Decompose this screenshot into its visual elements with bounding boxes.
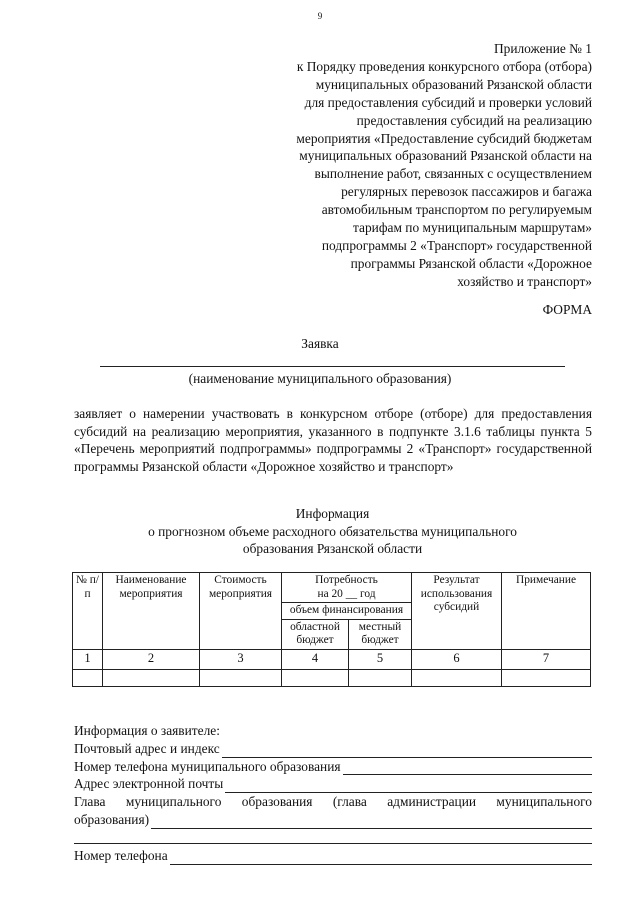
column-number: 1 xyxy=(73,649,103,669)
empty-cell[interactable] xyxy=(103,669,200,686)
postal-field[interactable] xyxy=(222,744,592,758)
appendix-line: регулярных перевозок пассажиров и багажа xyxy=(341,184,592,200)
email-field[interactable] xyxy=(225,779,592,793)
info-title: Информация xyxy=(295,506,370,521)
page-number: 9 xyxy=(317,11,323,21)
financing-table xyxy=(72,572,591,687)
head-field[interactable] xyxy=(151,815,592,829)
header-volume: объем финансирования xyxy=(282,603,412,620)
header-regional: областной бюджет xyxy=(282,619,349,649)
appendix-line: муниципальных образований Рязанской области xyxy=(315,76,592,92)
info-subtitle: образования Рязанской области xyxy=(242,541,423,556)
appendix-line: автомобильным транспортом по регулируемым xyxy=(321,202,592,218)
empty-cell[interactable] xyxy=(412,669,502,686)
municipality-caption: (наименование муниципального образования) xyxy=(188,371,452,386)
declaration-text: заявляет о намерении участвовать в конкурсном отборе (отборе) для предоставления субсидий на реализацию мероприятия, указанного в подпункте 3.1.6 таблицы пункта 5 «Перечень мероприятий подпрограммы» подпрограммы 2 «Транспорт» государственной программы Рязанской области «Дорожное хозяйство и транспорт» xyxy=(74,406,592,474)
postal-row xyxy=(74,740,592,758)
email-row xyxy=(74,775,592,793)
appendix-line: Приложение № 1 xyxy=(493,41,592,56)
appendix-line: муниципальных образований Рязанской области на xyxy=(299,148,592,164)
empty-cell[interactable] xyxy=(200,669,282,686)
empty-cell[interactable] xyxy=(282,669,349,686)
column-number: 2 xyxy=(103,649,200,669)
column-number: 7 xyxy=(502,649,591,669)
request-title: Заявка xyxy=(301,336,339,351)
head-row xyxy=(74,811,592,829)
appendix-line: к Порядку проведения конкурсного отбора (отбора) xyxy=(296,58,592,74)
header-name: Наименование мероприятия xyxy=(103,573,200,650)
municipality-name-field[interactable] xyxy=(100,366,565,367)
header-need-line2: на 20 __ год xyxy=(317,587,376,600)
appendix-line: мероприятия «Предоставление субсидий бюджетам xyxy=(296,130,592,146)
head-label-line1: Глава муниципального образования (глава администрации муниципального xyxy=(74,794,592,810)
head-field-continuation[interactable] xyxy=(74,829,592,844)
appendix-line: выполнение работ, связанных с осуществлением xyxy=(314,166,592,182)
empty-cell[interactable] xyxy=(502,669,591,686)
appendix-line: подпрограммы 2 «Транспорт» государственной xyxy=(321,237,592,253)
column-number: 5 xyxy=(349,649,412,669)
appendix-line: предоставления субсидий на реализацию xyxy=(356,112,592,128)
phone-municipality-label: Номер телефона муниципального образования xyxy=(74,758,341,774)
applicant-heading: Информация о заявителе: xyxy=(74,723,220,738)
appendix-line: программы Рязанской области «Дорожное xyxy=(350,255,592,271)
email-label: Адрес электронной почты xyxy=(74,776,224,792)
empty-cell[interactable] xyxy=(73,669,103,686)
header-local: местный бюджет xyxy=(349,619,412,649)
head-label-line2: образования) xyxy=(74,811,150,827)
empty-cell[interactable] xyxy=(349,669,412,686)
phone-field[interactable] xyxy=(170,851,592,865)
appendix-line: для предоставления субсидий и проверки условий xyxy=(304,94,592,110)
info-subtitle: о прогнозном объеме расходного обязательства муниципального xyxy=(148,523,517,539)
header-result: Результат использования субсидий xyxy=(412,573,502,650)
phone-municipality-row xyxy=(74,758,592,776)
appendix-line: тарифам по муниципальным маршрутам» xyxy=(353,220,592,236)
appendix-line: хозяйство и транспорт» xyxy=(457,273,592,289)
applicant-info xyxy=(74,722,592,865)
phone-municipality-field[interactable] xyxy=(343,761,592,775)
phone-label: Номер телефона xyxy=(74,847,168,863)
postal-label: Почтовый адрес и индекс xyxy=(74,740,220,756)
column-number: 3 xyxy=(200,649,282,669)
phone-row xyxy=(74,847,592,865)
header-need-line1: Потребность xyxy=(315,574,378,586)
column-number: 4 xyxy=(282,649,349,669)
header-need xyxy=(282,573,412,603)
form-label: ФОРМА xyxy=(542,302,592,317)
header-note: Примечание xyxy=(502,573,591,650)
appendix-header xyxy=(232,40,592,291)
column-number: 6 xyxy=(412,649,502,669)
header-cost: Стоимость мероприятия xyxy=(200,573,282,650)
info-title-block xyxy=(80,505,585,558)
header-num: № п/п xyxy=(73,573,103,650)
